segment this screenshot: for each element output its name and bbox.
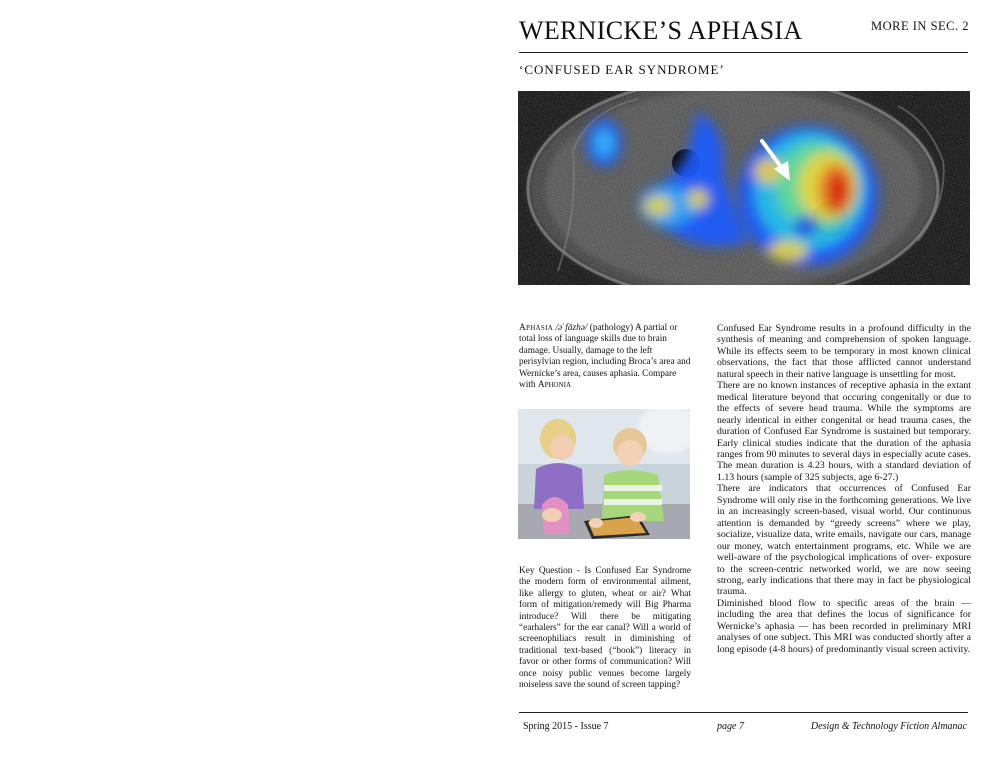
footer-page-number: page 7 xyxy=(717,721,744,732)
footer-publication: Design & Technology Fiction Almanac xyxy=(810,721,967,732)
section-link[interactable]: MORE IN SEC. 2 xyxy=(871,19,969,33)
page-title: WERNICKE’S APHASIA xyxy=(519,16,803,45)
header-divider xyxy=(519,52,968,53)
footer-divider xyxy=(519,712,968,713)
article-paragraph: There are no known instances of receptive aphasia in the extant medical literature beyond that occuring congenitally or due to the effects of severe head trauma. While the symptoms are nearly identical in either congenital or head trauma cases, the duration of Confused Ear Syndrome is sustained but temporary. Early clinical studies indicate that the duration of the aphasia ranges from 90 minutes to several days in especially acute cases. The mean duration is 4.23 hours, with a standard deviation of 1.13 hours (sample of 325 subjects, age 6-27.) xyxy=(717,380,971,483)
page-subtitle: ‘CONFUSED EAR SYNDROME’ xyxy=(519,62,725,77)
brain-mri-activation-icon xyxy=(518,91,970,285)
definition-compare-term: Aphonia xyxy=(537,380,572,391)
key-question: Key Question - Is Confused Ear Syndrome the modern form of environmental ailment, like allergy to gluten, wheat or air? What form of mitigation/remedy will Big Pharma introduce? Will there be mitigating “earhalers” for the ear canal? Will a world of screenophiliacs result in diminishing of traditional text-based (“book”) literacy in favor or other forms of communication? Will once noisy public venues become largely noiseless save the sound of screen tapping? xyxy=(519,566,691,691)
article-paragraph: There are indicators that occurrences of Confused Ear Syndrome will only rise in the forthcoming generations. We live in an increasingly screen-based, visual world. Our continuous attention is demanded by “greedy screens” where we play, socialize, visualize data, write emails, navigate our cars, manage our money, watch entertainment programs, etc. While we are well-aware of the psychological implications of over- exposure to the screen-centric networked world, we are now seeing strong, early indications that there may in fact be physiological trauma. xyxy=(717,483,971,598)
definition-block xyxy=(519,323,691,391)
definition-pronunciation: /əˈfāzhə/ xyxy=(555,323,588,333)
article-paragraph: Diminished blood flow to specific areas of the brain — including the area that defines the locus of significance for Wernicke’s aphasia — has been recorded in preliminary MRI analyses of one subject. This MRI was conducted shortly after a long episode (4-8 hours) of predominantly visual screen activity. xyxy=(717,597,971,655)
footer-issue: Spring 2015 - Issue 7 xyxy=(523,721,609,732)
children-with-tablet-icon xyxy=(518,409,690,539)
article-body xyxy=(717,323,971,655)
definition-body: (pathology) A partial or total loss of language skills due to brain damage. Usually, damage to the left perisylvian region, including Broca’s area and Wernicke’s area, causes aphasia. Compare with xyxy=(519,323,691,391)
definition-term: Aphasia xyxy=(519,323,554,333)
article-paragraph: Confused Ear Syndrome results in a profound difficulty in the synthesis of meaning and comprehension of spoken language. While its effects seem to be temporary in most known clinical observations, the fact that those afflicted cannot understand natural speech in their native language is unsettling for most. xyxy=(717,323,971,380)
